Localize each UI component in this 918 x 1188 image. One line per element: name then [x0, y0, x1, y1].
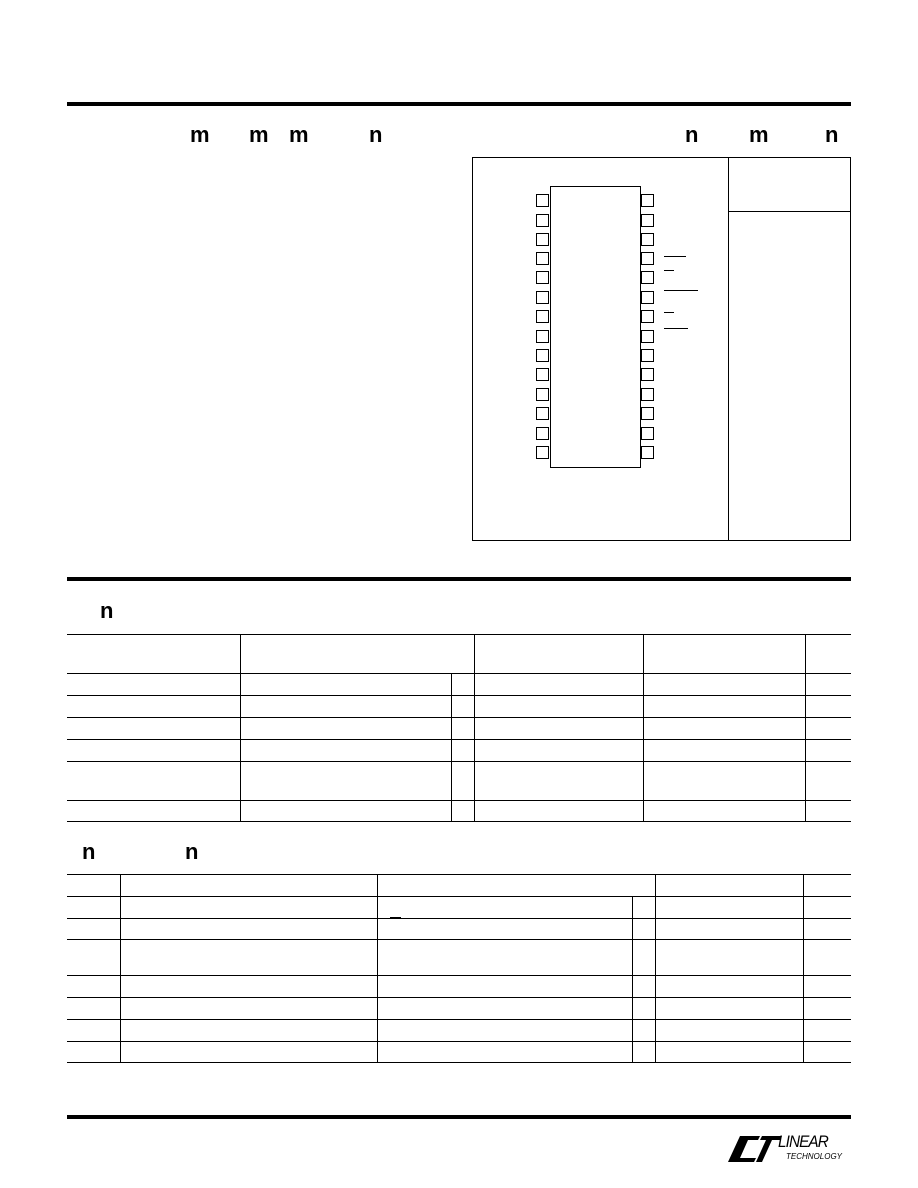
- table-row-rule: [67, 1062, 851, 1063]
- ic-pin-right: [641, 388, 654, 401]
- ic-pin-left: [536, 427, 549, 440]
- table-col-rule: [632, 896, 633, 1062]
- ic-pin-left: [536, 388, 549, 401]
- heading-glyph-6: m: [749, 122, 769, 147]
- table-row-rule: [67, 821, 851, 822]
- ic-pin-right: [641, 233, 654, 246]
- ic-pin-right: [641, 427, 654, 440]
- table-row-rule: [67, 673, 851, 674]
- table-col-rule: [643, 634, 644, 821]
- heading-glyph-5: n: [685, 122, 699, 147]
- ic-pin-left: [536, 310, 549, 323]
- table-col-rule: [655, 874, 656, 1062]
- table-row-rule: [67, 939, 851, 940]
- table-row-rule: [67, 695, 851, 696]
- ic-pin-left: [536, 446, 549, 459]
- table-row-rule: [67, 1019, 851, 1020]
- table-row-rule: [67, 739, 851, 740]
- table-row-rule: [67, 761, 851, 762]
- pin-label-overbar: [664, 270, 674, 271]
- ic-pin-right: [641, 446, 654, 459]
- ic-pin-left: [536, 271, 549, 284]
- ic-pin-left: [536, 194, 549, 207]
- table-col-rule: [377, 874, 378, 1062]
- ic-pin-right: [641, 330, 654, 343]
- table-row-rule: [67, 874, 851, 875]
- ic-pin-left: [536, 330, 549, 343]
- table-row-rule: [67, 997, 851, 998]
- ic-pin-right: [641, 214, 654, 227]
- ic-pin-right: [641, 271, 654, 284]
- ic-pin-right: [641, 291, 654, 304]
- electrical-glyph-2: n: [185, 839, 199, 864]
- heading-glyph-2: m: [249, 122, 269, 147]
- table-row-rule: [67, 800, 851, 801]
- heading-glyph-3: m: [289, 122, 309, 147]
- heading-glyph-7: n: [825, 122, 839, 147]
- ic-pin-left: [536, 252, 549, 265]
- ic-package-body: [550, 186, 641, 468]
- linear-technology-logo: [726, 1130, 852, 1164]
- ic-pin-right: [641, 310, 654, 323]
- ic-pin-left: [536, 214, 549, 227]
- section-rule: [67, 577, 851, 581]
- table-row-rule: [67, 975, 851, 976]
- pin-config-side-rule: [728, 211, 851, 212]
- symbol-overbar: [390, 917, 401, 918]
- ic-pin-right: [641, 194, 654, 207]
- pin-label-overbar: [664, 290, 698, 291]
- top-rule: [67, 102, 851, 106]
- table-col-rule: [240, 634, 241, 821]
- logo-brand-line1: LINEAR: [778, 1132, 828, 1151]
- pin-config-divider: [728, 157, 729, 541]
- table-col-rule: [803, 874, 804, 1062]
- pin-label-overbar: [664, 328, 688, 329]
- heading-glyph-1: m: [190, 122, 210, 147]
- pin-label-overbar: [664, 256, 686, 257]
- ic-pin-right: [641, 349, 654, 362]
- table-col-rule: [474, 634, 475, 821]
- table-row-rule: [67, 634, 851, 635]
- ic-pin-right: [641, 368, 654, 381]
- order-section-glyph: n: [100, 598, 114, 623]
- ic-pin-right: [641, 252, 654, 265]
- ic-pin-left: [536, 233, 549, 246]
- ic-pin-left: [536, 349, 549, 362]
- ic-pin-left: [536, 407, 549, 420]
- table-row-rule: [67, 1041, 851, 1042]
- pin-label-overbar: [664, 312, 674, 313]
- pin-config-box: [472, 157, 851, 541]
- bottom-rule: [67, 1115, 851, 1119]
- logo-brand-line2: TECHNOLOGY: [786, 1152, 843, 1161]
- table-col-rule: [451, 673, 452, 821]
- heading-glyph-4: n: [369, 122, 383, 147]
- ic-pin-right: [641, 407, 654, 420]
- table-col-rule: [120, 874, 121, 1062]
- table-row-rule: [67, 717, 851, 718]
- table-col-rule: [805, 634, 806, 821]
- table-row-rule: [67, 896, 851, 897]
- ic-pin-left: [536, 368, 549, 381]
- ic-pin-left: [536, 291, 549, 304]
- electrical-glyph-1: n: [82, 839, 96, 864]
- table-row-rule: [67, 918, 851, 919]
